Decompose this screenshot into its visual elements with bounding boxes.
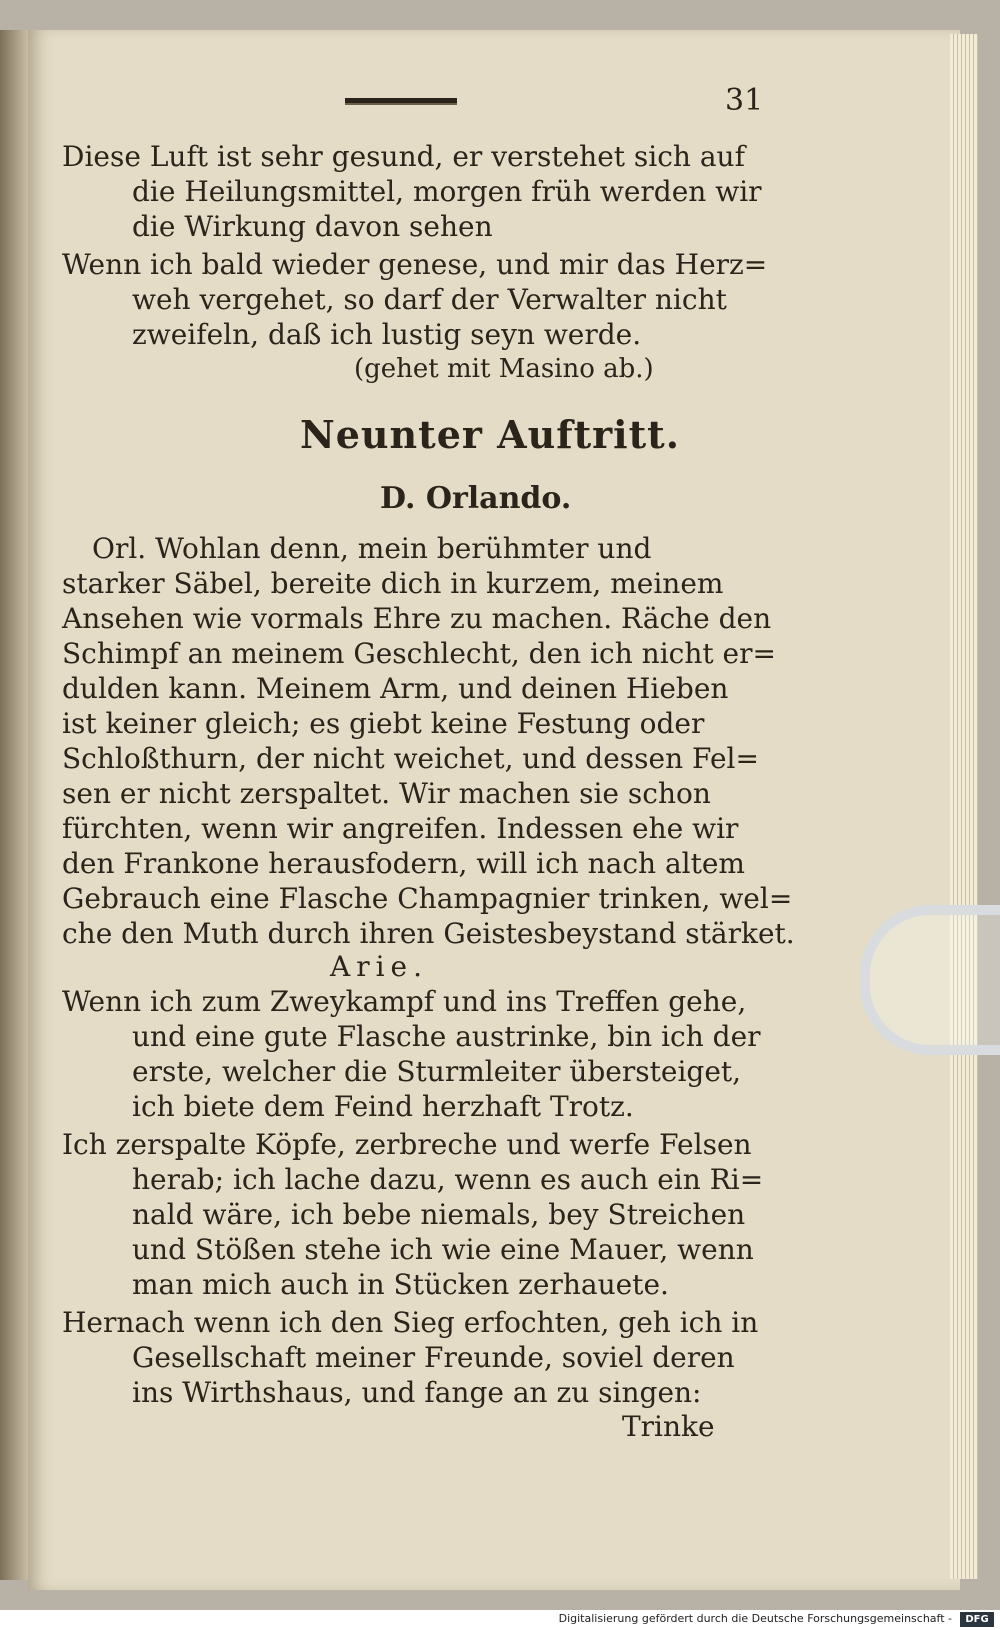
speech-line: starker Säbel, bereite dich in kurzem, meinem	[62, 567, 724, 600]
footer-bar	[0, 1610, 1000, 1630]
aria-line: erste, welcher die Sturmleiter übersteiget,	[132, 1055, 742, 1088]
aria-line: Gesellschaft meiner Freunde, soviel deren	[132, 1341, 735, 1374]
speech-line: Ansehen wie vormals Ehre zu machen. Räche den	[62, 602, 772, 635]
text-line: die Wirkung davon sehen	[132, 210, 493, 243]
speech-line: che den Muth durch ihren Geistesbeystand stärket.	[62, 917, 795, 950]
scene-heading: Neunter Auftritt.	[300, 412, 680, 457]
aria-line: Hernach wenn ich den Sieg erfochten, geh ich in	[62, 1306, 759, 1339]
character-heading: D. Orlando.	[380, 481, 572, 516]
text-line: zweifeln, daß ich lustig seyn werde.	[132, 318, 642, 351]
page-number: 31	[725, 83, 764, 118]
aria-line: und eine gute Flasche austrinke, bin ich der	[132, 1020, 761, 1053]
aria-line: Wenn ich zum Zweykampf und ins Treffen gehe,	[62, 985, 747, 1018]
stage-direction: (gehet mit Masino ab.)	[354, 354, 654, 384]
text-line: weh vergehet, so darf der Verwalter nicht	[132, 283, 727, 316]
aria-line: Ich zerspalte Köpfe, zerbreche und werfe Felsen	[62, 1128, 752, 1161]
text-line: Diese Luft ist sehr gesund, er verstehet sich auf	[62, 140, 745, 173]
speech-line: Gebrauch eine Flasche Champagnier trinken, wel=	[62, 882, 793, 915]
aria-line: herab; ich lache dazu, wenn es auch ein Ri=	[132, 1163, 764, 1196]
aria-line: man mich auch in Stücken zerhauete.	[132, 1268, 669, 1301]
speech-line: Schloßthurn, der nicht weichet, und dessen Fel=	[62, 742, 759, 775]
aria-line: ins Wirthshaus, und fange an zu singen:	[132, 1376, 702, 1409]
speech-line: Orl. Wohlan denn, mein berühmter und	[92, 532, 652, 565]
speech-line: sen er nicht zerspaltet. Wir machen sie schon	[62, 777, 711, 810]
facing-page-edge	[0, 30, 28, 1580]
text-line: die Heilungsmittel, morgen früh werden wir	[132, 175, 762, 208]
page-stack-edge	[950, 34, 978, 1579]
aria-heading: Arie.	[330, 950, 429, 983]
page-clip	[860, 905, 1000, 1055]
header-rule	[345, 98, 457, 105]
speech-line: ist keiner gleich; es giebt keine Festung oder	[62, 707, 705, 740]
aria-line: nald wäre, ich bebe niemals, bey Streichen	[132, 1198, 746, 1231]
aria-line: und Stößen stehe ich wie eine Mauer, wenn	[132, 1233, 754, 1266]
catchword: Trinke	[622, 1410, 715, 1443]
aria-line: ich biete dem Feind herzhaft Trotz.	[132, 1090, 634, 1123]
dfg-logo: DFG	[960, 1612, 994, 1627]
text-line: Wenn ich bald wieder genese, und mir das Herz=	[62, 248, 768, 281]
speech-line: Schimpf an meinem Geschlecht, den ich nicht er=	[62, 637, 776, 670]
speech-line: fürchten, wenn wir angreifen. Indessen ehe wir	[62, 812, 739, 845]
footer-credit: Digitalisierung gefördert durch die Deutsche Forschungsgemeinschaft -	[558, 1612, 952, 1625]
speech-line: den Frankone herausfodern, will ich nach altem	[62, 847, 745, 880]
speech-line: dulden kann. Meinem Arm, und deinen Hieben	[62, 672, 729, 705]
